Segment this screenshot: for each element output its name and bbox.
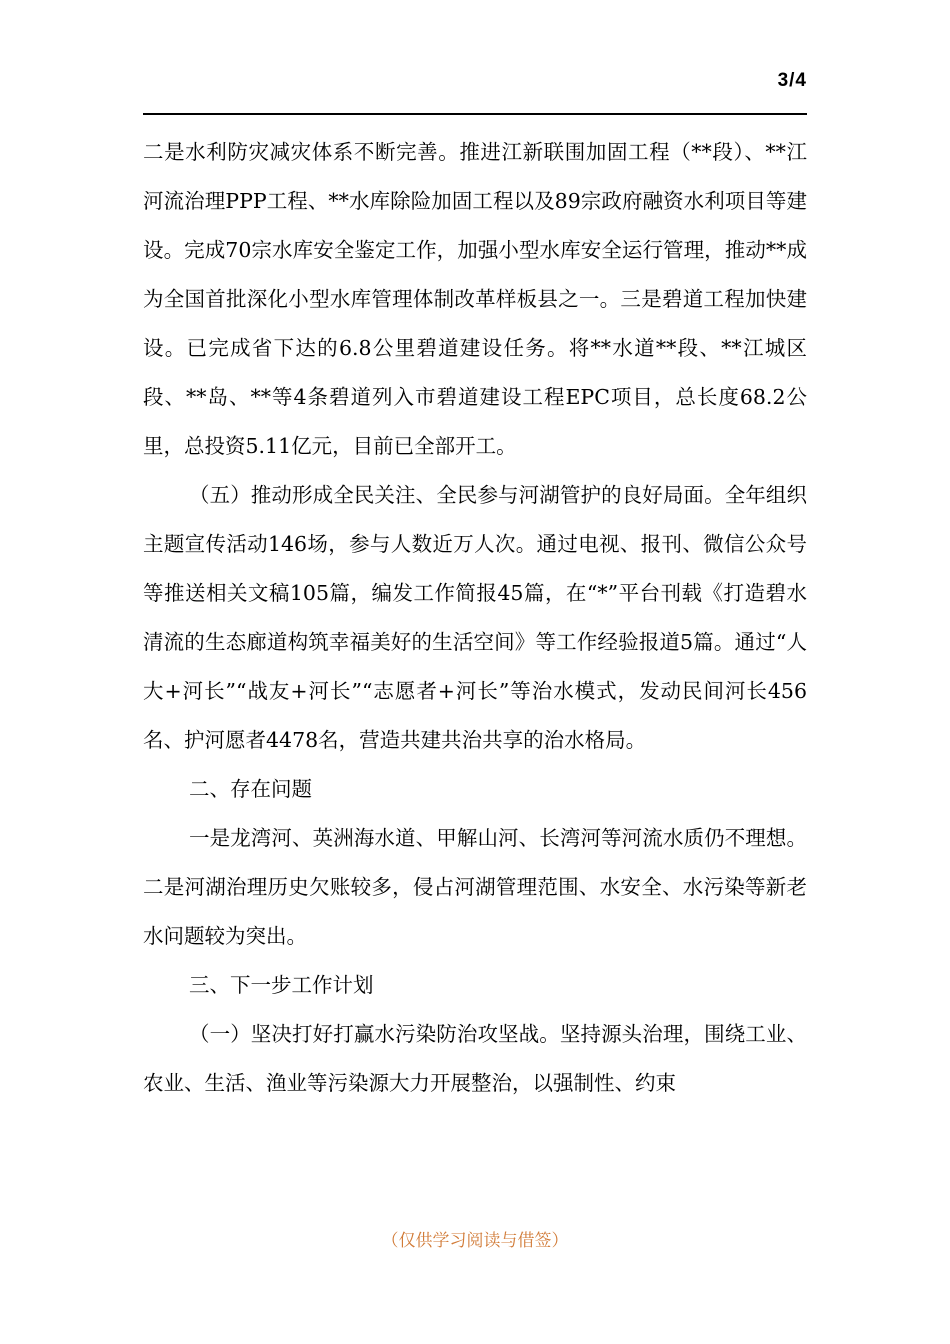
paragraph-public-participation: （五）推动形成全民关注、全民参与河湖管护的良好局面。全年组织主题宣传活动146场，参与人数近万人次。通过电视、报刊、微信公众号等推送相关文稿105篇，编发工作简报45篇，在“*”平台刊载《打造碧水清流的生态廊道构筑幸福美好的生活空间》等工作经验报道5篇。通过“人大+河长”“战友+河长”“志愿者+河长”等治水模式，发动民间河长456名、护河愿者4478名，营造共建共治共享的治水格局。 — [143, 483, 807, 752]
paragraph-pollution-control: （一）坚决打好打赢水污染防治攻坚战。坚持源头治理，围绕工业、农业、生活、渔业等污染源大力开展整治，以强制性、约束 — [143, 1022, 807, 1095]
footer-disclaimer: （仅供学习阅读与借签） — [381, 1231, 569, 1251]
document-body — [143, 128, 807, 1108]
section-heading-next-steps: 三、下一步工作计划 — [189, 973, 374, 997]
header-divider — [143, 113, 807, 115]
paragraph-problems: 一是龙湾河、英洲海水道、甲解山河、长湾河等河流水质仍不理想。二是河湖治理历史欠账较多，侵占河湖管理范围、水安全、水污染等新老水问题较为突出。 — [143, 826, 807, 948]
section-heading-problems: 二、存在问题 — [189, 777, 312, 801]
paragraph-flood-control: 二是水利防灾减灾体系不断完善。推进江新联围加固工程（**段）、**江河流治理PPP工程、**水库除险加固工程以及89宗政府融资水利项目等建设。完成70宗水库安全鉴定工作，加强小型水库安全运行管理，推动**成为全国首批深化小型水库管理体制改革样板县之一。三是碧道工程加快建设。已完成省下达的6.8公里碧道建设任务。将**水道**段、**江城区段、**岛、**等4条碧道列入市碧道建设工程EPC项目，总长度68.2公里，总投资5.11亿元，目前已全部开工。 — [143, 140, 807, 458]
page-number: 3/4 — [777, 70, 807, 91]
